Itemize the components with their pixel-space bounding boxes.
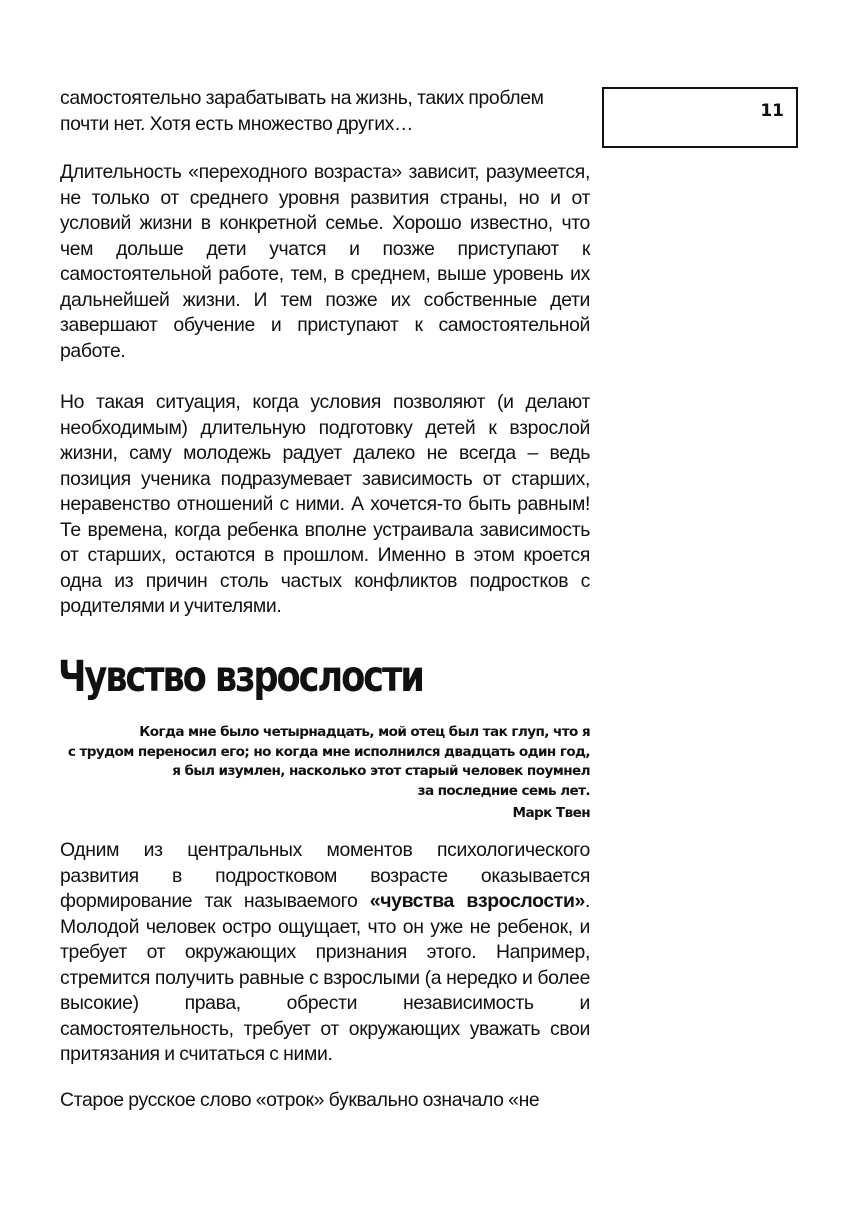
paragraph-4-emphasis: «чувства взрослости» xyxy=(369,890,585,912)
epigraph xyxy=(60,723,590,824)
paragraph-4 xyxy=(60,838,590,1068)
page-number-box xyxy=(602,87,798,148)
paragraph-2-container xyxy=(60,160,590,364)
paragraph-5-container xyxy=(60,1088,590,1114)
paragraph-4-container xyxy=(60,838,590,1068)
epigraph-author: Марк Твен xyxy=(512,805,590,821)
epigraph-line-1: Когда мне было четырнадцать, мой отец был так глуп, что я xyxy=(139,724,590,740)
paragraph-1-container xyxy=(60,86,590,137)
epigraph-line-2: с трудом переносил его; но когда мне исполнился двадцать один год, xyxy=(67,743,590,760)
paragraph-5: Старое русское слово «отрок» буквально означало «не xyxy=(60,1089,540,1111)
epigraph-line-4: за последние семь лет. xyxy=(417,782,590,799)
paragraph-2: Длительность «переходного возраста» зависит, разумеется, не только от среднего уровня развития страны, но и от условий жизни в конкретной семье. Хорошо известно, что чем дольше дети учатся и позже приступают к самостоятельной работе, тем, в среднем, выше уровень их дальнейшей жизни. И тем позже их собственные дети завершают обучение и приступают к самостоятельной работе. xyxy=(60,161,590,362)
paragraph-4-text-end: . Молодой человек остро ощущает, что он уже не ребенок, и требует от окружающих признания этого. Например, стремится получить равные с взрослыми (а нередко и более высокие) права, обрести независимость и самостоятельность, требует от окружающих уважать свои притязания и считаться с ними. xyxy=(60,890,591,1065)
epigraph-line-3: я был изумлен, насколько этот старый человек поумнел xyxy=(172,763,590,779)
paragraph-1: самостоятельно зарабатывать на жизнь, таких проблем почти нет. Хотя есть множество других… xyxy=(60,87,544,135)
section-title: Чувство взрослости xyxy=(58,652,423,702)
paragraph-3-container xyxy=(60,390,590,620)
page-number: 11 xyxy=(760,101,784,121)
paragraph-4-text-start: Одним из центральных моментов психологического развития в подростковом возрасте оказывается формирование так называемого xyxy=(60,839,590,912)
paragraph-3: Но такая ситуация, когда условия позволяют (и делают необходимым) длительную подготовку детей к взрослой жизни, саму молодежь радует далеко не всегда – ведь позиция ученика подразумевает зависимость от старших, неравенство отношений с ними. А хочется-то быть равным! Те времена, когда ребенка вполне устраивала зависимость от старших, остаются в прошлом. Именно в этом кроется одна из причин столь частых конфликтов подростков с родителями и учителями. xyxy=(60,391,590,617)
